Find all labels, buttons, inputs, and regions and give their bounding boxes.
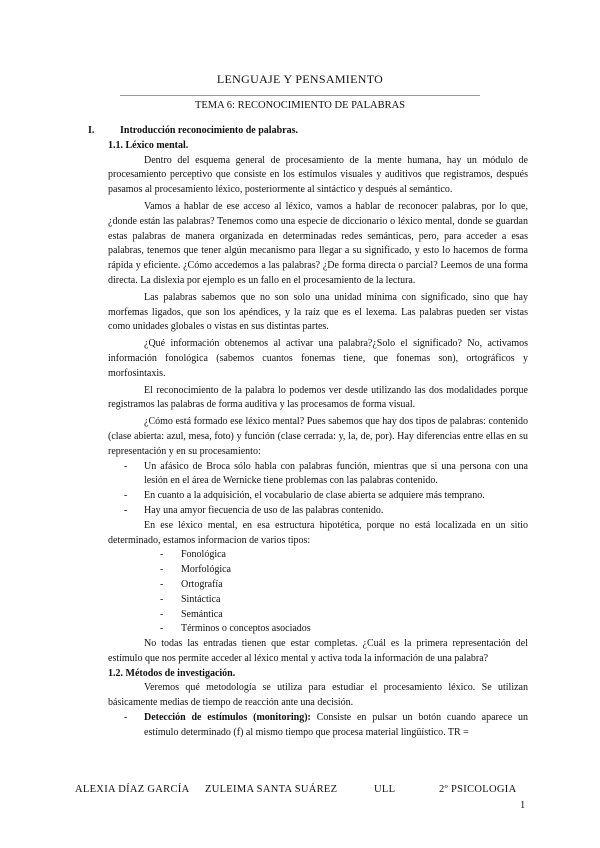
section-number: I.	[88, 125, 95, 136]
methods-list	[108, 711, 528, 741]
footer-author-2: ZULEIMA SANTA SUÁREZ	[205, 784, 338, 795]
title-divider	[120, 95, 480, 96]
topic-subtitle: TEMA 6: RECONOCIMIENTO DE PALABRAS	[194, 100, 406, 111]
paragraph: Vamos a hablar de ese acceso al léxico, vamos a hablar de reconocer palabras, por lo que, ¿donde están las palabras? Tenemos como una especie de diccionario o léxico mental, donde se guardan estas palabras de manera organizada en determinadas redes semánticas, pero, para acceder a esas palabras, tenemos que tener algún mecanismo para llegar a su significado, y esto lo hacemos de forma rápida y eficiente. ¿Cómo accedemos a las palabras? ¿De forma directa o parcial? Leemos de una forma directa. La dislexia por ejemplo es un fallo en el procesamiento de la lectura.	[108, 200, 528, 286]
page-number: 1	[520, 800, 526, 811]
list-item: - En cuanto a la adquisición, el vocabulario de clase abierta se adquiere más temprano.	[108, 489, 528, 504]
section-heading-1	[88, 124, 528, 139]
list-item: - Un afásico de Broca sólo habla con palabras función, mientras que si una persona con una lesión en el área de Wernicke tiene problemas con las palabras contenido.	[108, 460, 528, 490]
list-item	[108, 711, 528, 741]
section-title: Introducción reconocimiento de palabras.	[120, 125, 298, 136]
list-item: - Semántica	[108, 608, 528, 623]
paragraph: En ese léxico mental, en esa estructura hipotética, porque no está localizada en un sitio determinado, estamos informacion de varios tipos:	[108, 519, 528, 546]
paragraph: Veremos qué metodología se utiliza para estudiar el procesamiento léxico. Se utilizan básicamente medias de tiempo de reacción ante una decisión.	[108, 682, 528, 709]
subsection-heading-1-1: 1.1. Léxico mental.	[108, 139, 189, 151]
list-item: - Términos o conceptos asociados	[108, 622, 528, 637]
footer-university: ULL	[374, 784, 396, 795]
paragraph: Las palabras sabemos que no son solo una unidad mínima con significado, sino que hay morfemas ligados, que son los apéndices, y la raíz que es el lexema. Las palabras pueden ser vistas como unidades globales o vistas en sus distintas partes.	[108, 291, 528, 333]
paragraph: ¿Cómo está formado ese léxico mental? Pues sabemos que hay dos tipos de palabras: contenido (clase abierta: azul, mesa, foto) y función (clase cerrada: y, la, de, por). Hay diferencias entre ellas en su representación y en su procesamiento:	[108, 416, 528, 457]
paragraph: Dentro del esquema general de procesamiento de la mente humana, hay un módulo de procesamiento perceptivo que consiste en los estímulos visuales y auditivos que registramos, después pasamos al procesamiento léxico, posteriormente al sintáctico y después al semántico.	[108, 154, 528, 196]
paragraph: El reconocimiento de la palabra lo podemos ver desde utilizando las dos modalidades porque registramos las palabras de forma auditiva y las procesamos de forma visual.	[108, 384, 528, 411]
document-body	[88, 124, 528, 741]
method-term: Detección de estímulos (monitoring):	[144, 712, 311, 724]
document-title: LENGUAJE Y PENSAMIENTO	[216, 72, 384, 86]
differences-list	[108, 460, 528, 519]
info-types-list	[108, 548, 528, 637]
subsection-heading-1-2: 1.2. Métodos de investigación.	[108, 667, 236, 679]
paragraph: ¿Qué información obtenemos al activar una palabra?¿Solo el significado? No, activamos información fonológica (sabemos cuantos fonemas tiene, que fonemas son), ortográficos y morfosintaxis.	[108, 338, 528, 379]
footer-author-1: ALEXIA DÍAZ GARCÍA	[75, 784, 190, 795]
list-item: - Morfológica	[108, 563, 528, 578]
paragraph: No todas las entradas tienen que estar completas. ¿Cuál es la primera representación del estímulo que nos permite acceder al léxico mental y activa toda la información de una palabra?	[108, 638, 528, 664]
list-item: - Ortografía	[108, 578, 528, 593]
footer-course: 2º PSICOLOGIA	[439, 784, 517, 795]
list-item: - Fonológica	[108, 548, 528, 563]
list-item: - Sintáctica	[108, 593, 528, 608]
list-item: - Hay una amyor fiecuencia de uso de las palabras contenido.	[108, 504, 528, 519]
method-description: Consiste en pulsar un botón cuando aparece un estímulo determinado (f) al mismo tiempo que procesa material lingüístico. TR =	[144, 712, 528, 738]
